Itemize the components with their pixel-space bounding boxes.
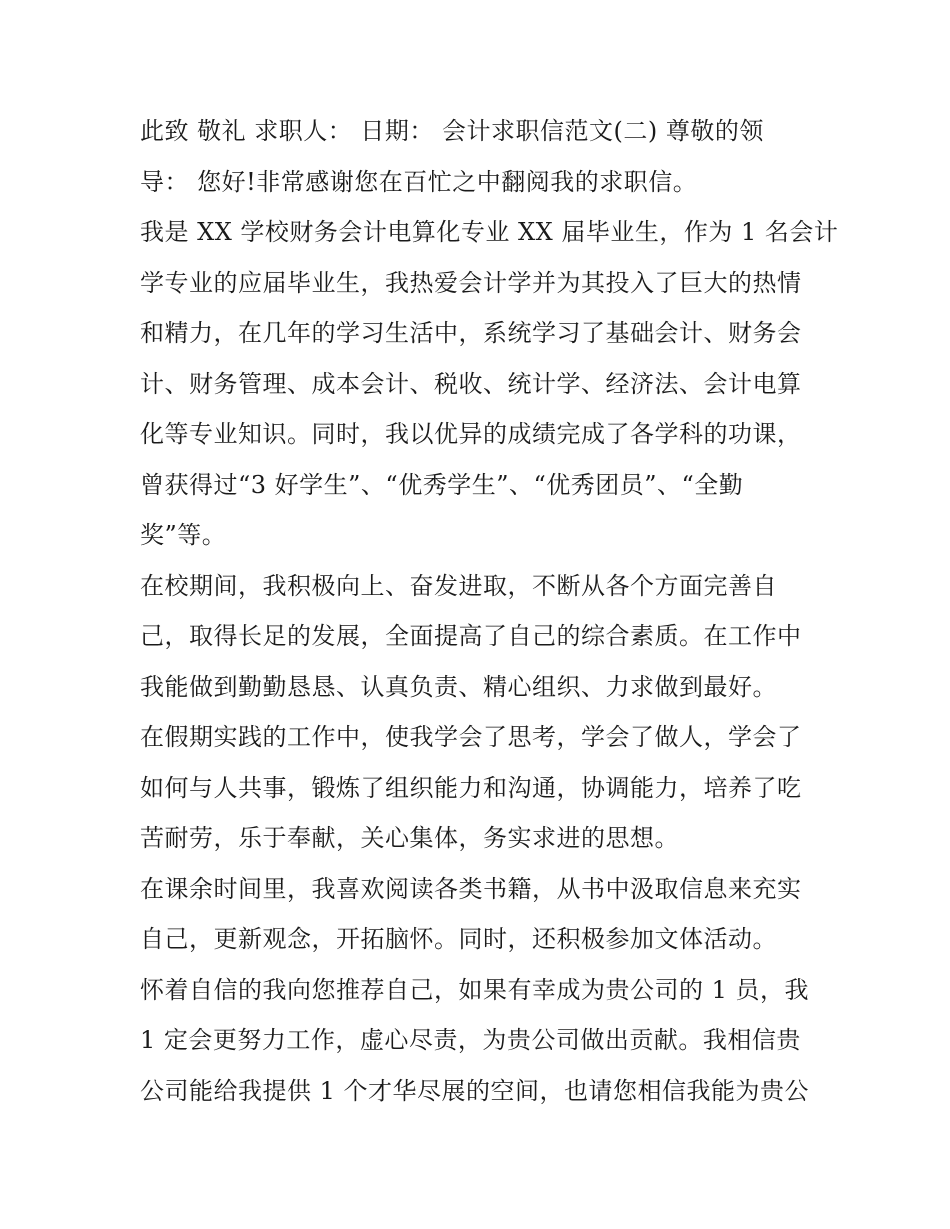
text-line: 计、财务管理、成本会计、税收、统计学、经济法、会计电算 bbox=[140, 369, 802, 398]
text-line: 我能做到勤勤恳恳、认真负责、精心组织、力求做到最好。 bbox=[140, 672, 777, 701]
text-line: 公司能给我提供 1 个才华尽展的空间，也请您相信我能为贵公 bbox=[140, 1076, 810, 1105]
text-line: 导： 您好!非常感谢您在百忙之中翻阅我的求职信。 bbox=[140, 167, 698, 196]
text-line: 和精力，在几年的学习生活中，系统学习了基础会计、财务会 bbox=[140, 319, 802, 347]
text-line: 我是 XX 学校财务会计电算化专业 XX 届毕业生，作为 1 名会计 bbox=[140, 218, 839, 246]
text-line: 如何与人共事，锻炼了组织能力和沟通，协调能力，培养了吃 bbox=[140, 773, 802, 802]
text-line: 苦耐劳，乐于奉献，关心集体，务实求进的思想。 bbox=[140, 824, 679, 852]
text-line: 怀着自信的我向您推荐自己，如果有幸成为贵公司的 1 员，我 bbox=[140, 975, 810, 1004]
text-line: 此致 敬礼 求职人： 日期： 会计求职信范文(二) 尊敬的领 bbox=[140, 117, 764, 145]
text-line: 在假期实践的工作中，使我学会了思考，学会了做人，学会了 bbox=[140, 723, 802, 751]
text-line: 1 定会更努力工作，虚心尽责，为贵公司做出贡献。我相信贵 bbox=[140, 1026, 801, 1054]
text-line: 曾获得过“3 好学生”、“优秀学生”、“优秀团员”、“全勤 bbox=[140, 470, 744, 499]
text-line: 自己，更新观念，开拓脑怀。同时，还积极参加文体活动。 bbox=[140, 925, 777, 953]
text-line: 学专业的应届毕业生，我热爱会计学并为其投入了巨大的热情 bbox=[140, 268, 802, 297]
text-line: 在课余时间里，我喜欢阅读各类书籍，从书中汲取信息来充实 bbox=[140, 874, 802, 903]
cover-letter-text bbox=[140, 106, 839, 1116]
text-line: 化等专业知识。同时，我以优异的成绩完成了各学科的功课， bbox=[140, 420, 802, 448]
text-line: 奖”等。 bbox=[140, 521, 227, 549]
text-line: 在校期间，我积极向上、奋发进取，不断从各个方面完善自 bbox=[140, 571, 777, 600]
text-line: 己，取得长足的发展，全面提高了自己的综合素质。在工作中 bbox=[140, 622, 802, 650]
